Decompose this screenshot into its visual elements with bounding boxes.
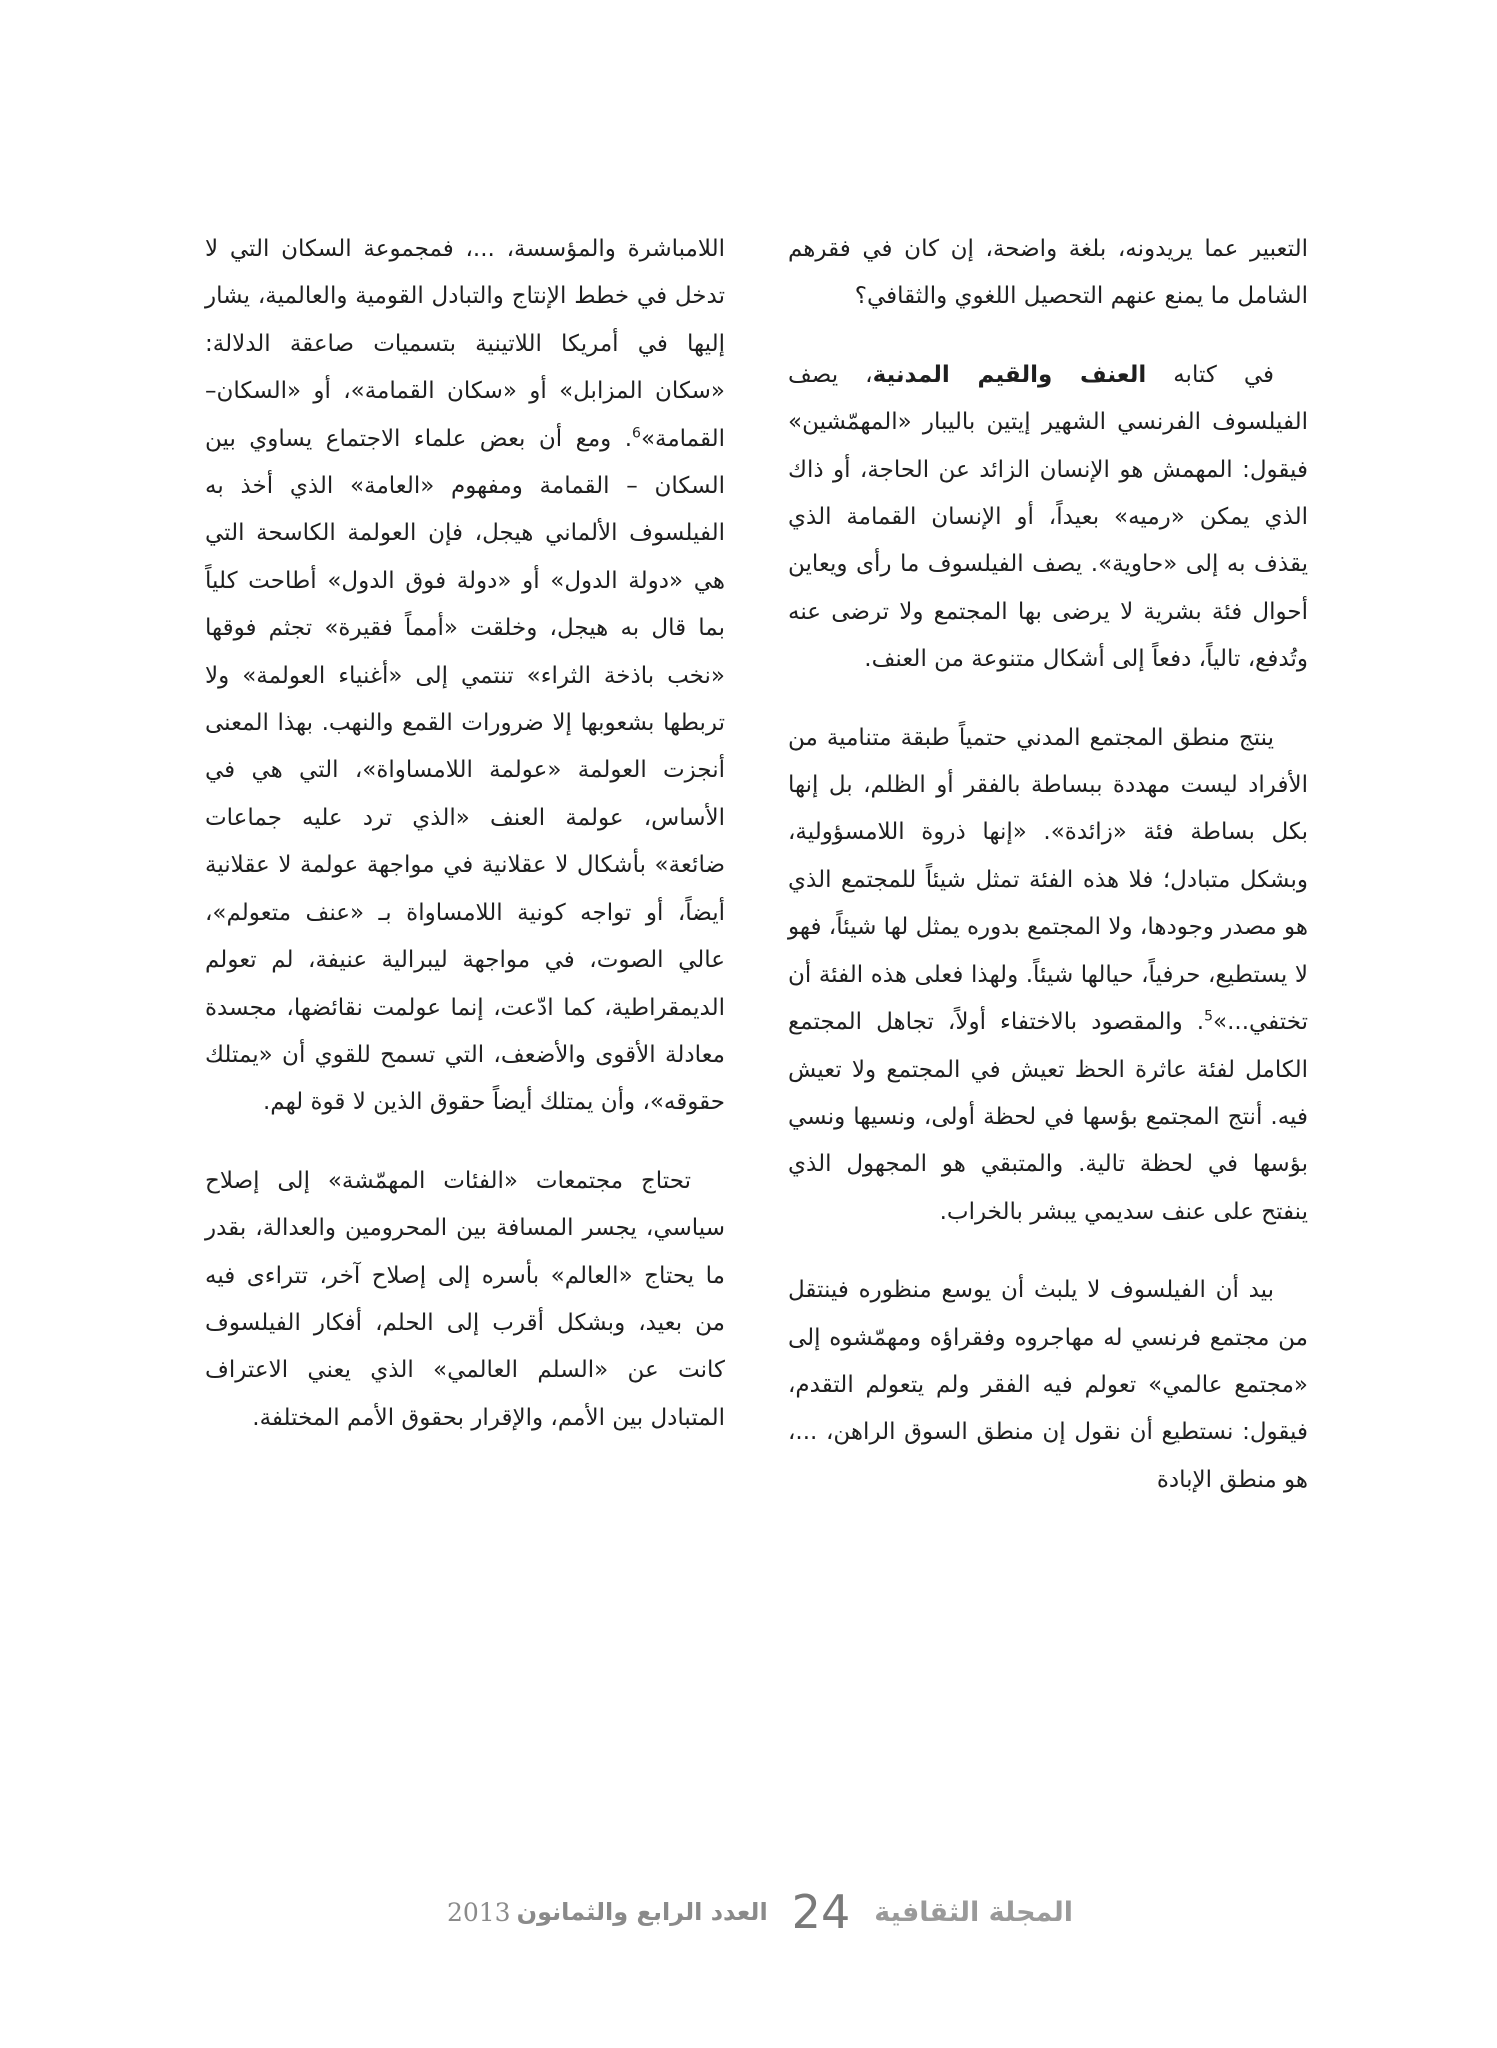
paragraph-text: بيد أن الفيلسوف لا يلبث أن يوسع منظوره فينتقل من مجتمع فرنسي له مهاجروه وفقراؤه ومهمّشوه إلى «مجتمع عالمي» تعولم فيه الفقر ولم يتعولم التقدم، فيقول: نستطيع أن نقول إن منطق السوق الراهن، ...، هو منطق الإبادة <box>788 1277 1308 1493</box>
paragraph <box>788 1267 1308 1504</box>
magazine-logo: المجلة الثقافية <box>874 1896 1074 1928</box>
paragraph-text: التعبير عما يريدونه، بلغة واضحة، إن كان في فقرهم الشامل ما يمنع عنهم التحصيل اللغوي والثقافي؟ <box>788 236 1308 310</box>
paragraph-text: في كتابه <box>1146 361 1275 388</box>
text-column-right <box>788 226 1308 1535</box>
footnote-marker: 6 <box>632 424 641 441</box>
paragraph-text: . ومع أن بعض علماء الاجتماع يساوي بين السكان – القمامة ومفهوم «العامة» الذي أخذ به الفيلسوف الألماني هيجل، فإن العولمة الكاسحة التي هي «دولة الدول» أو «دولة فوق الدول» أطاحت كلياً بما قال به هيجل، وخلقت «أمماً فقيرة» تجثم فوقها «نخب باذخة الثراء» تنتمي إلى «أغنياء العولمة» ولا تربطها بشعوبها إلا ضرورات القمع والنهب. بهذا المعنى أنجزت العولمة «عولمة اللامساواة»، التي هي في الأساس، عولمة العنف «الذي ترد عليه جماعات ضائعة» بأشكال لا عقلانية في مواجهة عولمة لا عقلانية أيضاً، أو تواجه كونية اللامساواة بـ «عنف متعولم»، عالي الصوت، في مواجهة ليبرالية عنيفة، لم تعولم الديمقراطية، كما ادّعت، إنما عولمت نقائضها، مجسدة معادلة الأقوى والأضعف، التي تسمح للقوي أن «يمتلك حقوقه»، وأن يمتلك أيضاً حقوق الذين لا قوة لهم. <box>205 425 725 1116</box>
paragraph-text: ، يصف الفيلسوف الفرنسي الشهير إيتين باليبار «المهمّشين» فيقول: المهمش هو الإنسان الزائد عن الحاجة، أو ذاك الذي يمكن «رميه» بعيداً، أو الإنسان القمامة الذي يقذف به إلى «حاوية». يصف الفيلسوف ما رأى ويعاين أحوال فئة بشرية لا يرضى بها المجتمع ولا ترضى عنه وتُدفع، تالياً، دفعاً إلى أشكال متنوعة من العنف. <box>788 361 1308 673</box>
paragraph <box>205 226 725 1127</box>
paragraph-text: تحتاج مجتمعات «الفئات المهمّشة» إلى إصلاح سياسي، يجسر المسافة بين المحرومين والعدالة، بقدر ما يحتاج «العالم» بأسره إلى إصلاح آخر، تتراءى فيه من بعيد، وبشكل أقرب إلى الحلم، أفكار الفيلسوف كانت عن «السلم العالمي» الذي يعني الاعتراف المتبادل بين الأمم، والإقرار بحقوق الأمم المختلفة. <box>205 1167 725 1431</box>
paragraph <box>788 352 1308 684</box>
book-title: العنف والقيم المدنية <box>872 361 1147 388</box>
text-column-left <box>205 226 725 1473</box>
footer-year: 2013 <box>446 1897 511 1927</box>
paragraph <box>788 715 1308 1236</box>
paragraph-text: . والمقصود بالاختفاء أولاً، تجاهل المجتمع الكامل لفئة عاثرة الحظ تعيش في المجتمع ولا تعيش فيه. أنتج المجتمع بؤسها في لحظة أولى، ونسيها ونسي بؤسها في لحظة تالية. والمتبقي هو المجهول الذي ينفتح على عنف سديمي يبشر بالخراب. <box>788 1009 1308 1225</box>
paragraph-text: ينتج منطق المجتمع المدني حتمياً طبقة متنامية من الأفراد ليست مهددة ببساطة بالفقر أو الظلم، بل إنها بكل بساطة فئة «زائدة». «إنها ذروة اللامسؤولية، وبشكل متبادل؛ فلا هذه الفئة تمثل شيئاً للمجتمع الذي هو مصدر وجودها، ولا المجتمع بدوره يمثل لها شيئاً، فهو لا يستطيع، حرفياً، حيالها شيئاً. ولهذا فعلى هذه الفئة أن تختفي...» <box>788 724 1308 1036</box>
paragraph-text: اللامباشرة والمؤسسة، ...، فمجموعة السكان التي لا تدخل في خطط الإنتاج والتبادل القومية والعالمية، يشار إليها في أمريكا اللاتينية بتسميات صاعقة الدلالة: «سكان المزابل» أو «سكان القمامة»، أو «السكان–القمامة» <box>205 236 725 452</box>
paragraph <box>205 1158 725 1442</box>
footnote-marker: 5 <box>1204 1008 1213 1025</box>
footer-issue: العدد الرابع والثمانون <box>516 1898 768 1926</box>
paragraph <box>788 226 1308 321</box>
page-number: 24 <box>791 1885 851 1939</box>
page-footer <box>440 1882 1080 1942</box>
